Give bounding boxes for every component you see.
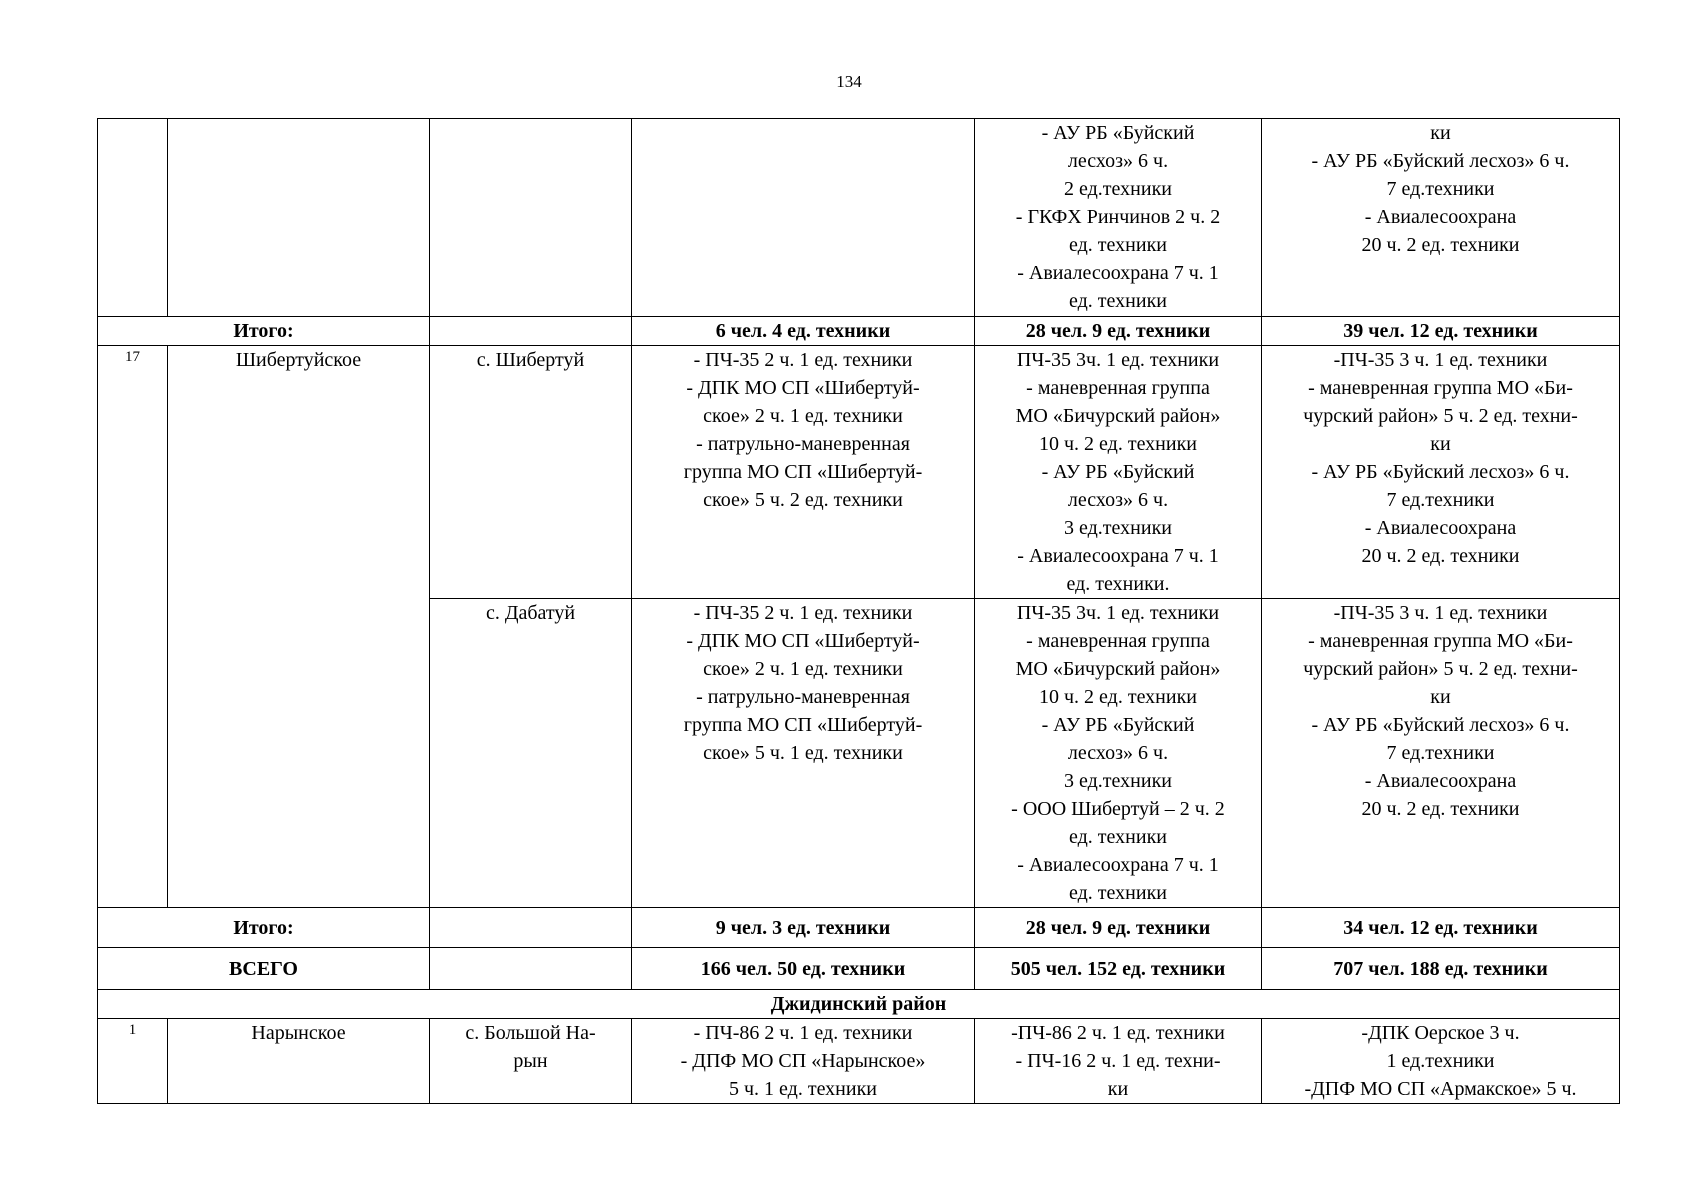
cell-settlement: Шибертуйское <box>168 346 430 908</box>
table-row-grand-total <box>98 948 1620 990</box>
total-level3: 39 чел. 12 ед. техники <box>1262 317 1620 346</box>
cell-forces-level1: - ПЧ-86 2 ч. 1 ед. техники - ДПФ МО СП «Нарынское» 5 ч. 1 ед. техники <box>632 1019 975 1104</box>
cell-num <box>98 119 168 317</box>
cell-forces-level2: ПЧ-35 3ч. 1 ед. техники - маневренная группа МО «Бичурский район» 10 ч. 2 ед. техники - АУ РБ «Буйский лесхоз» 6 ч. 3 ед.техники - ООО Шибертуй – 2 ч. 2 ед. техники - Авиалесоохрана 7 ч. 1 ед. техники <box>975 599 1262 908</box>
grand-total-level1: 166 чел. 50 ед. техники <box>632 948 975 990</box>
cell-num: 17 <box>98 346 168 908</box>
table-row-total <box>98 908 1620 948</box>
total-level2: 28 чел. 9 ед. техники <box>975 908 1262 948</box>
cell-forces-level3: -ДПК Оерское 3 ч. 1 ед.техники -ДПФ МО СП «Армакское» 5 ч. <box>1262 1019 1620 1104</box>
cell-village <box>430 317 632 346</box>
cell-forces-level1 <box>632 119 975 317</box>
total-level3: 34 чел. 12 ед. техники <box>1262 908 1620 948</box>
cell-forces-level2: -ПЧ-86 2 ч. 1 ед. техники - ПЧ-16 2 ч. 1 ед. техни- ки <box>975 1019 1262 1104</box>
table-row-total <box>98 317 1620 346</box>
cell-forces-level2: ПЧ-35 3ч. 1 ед. техники - маневренная группа МО «Бичурский район» 10 ч. 2 ед. техники - АУ РБ «Буйский лесхоз» 6 ч. 3 ед.техники - Авиалесоохрана 7 ч. 1 ед. техники. <box>975 346 1262 599</box>
total-label: Итого: <box>98 908 430 948</box>
cell-village: с. Большой На- рын <box>430 1019 632 1104</box>
grand-total-label: ВСЕГО <box>98 948 430 990</box>
cell-village <box>430 908 632 948</box>
cell-forces-level3: -ПЧ-35 3 ч. 1 ед. техники - маневренная группа МО «Би- чурский район» 5 ч. 2 ед. техни- ки - АУ РБ «Буйский лесхоз» 6 ч. 7 ед.техники - Авиалесоохрана 20 ч. 2 ед. техники <box>1262 599 1620 908</box>
table-row-district <box>98 990 1620 1019</box>
cell-forces-level1: - ПЧ-35 2 ч. 1 ед. техники - ДПК МО СП «Шибертуй- ское» 2 ч. 1 ед. техники - патрульно-маневренная группа МО СП «Шибертуй- ское» 5 ч. 2 ед. техники <box>632 346 975 599</box>
total-level1: 6 чел. 4 ед. техники <box>632 317 975 346</box>
cell-forces-level1: - ПЧ-35 2 ч. 1 ед. техники - ДПК МО СП «Шибертуй- ское» 2 ч. 1 ед. техники - патрульно-маневренная группа МО СП «Шибертуй- ское» 5 ч. 1 ед. техники <box>632 599 975 908</box>
cell-settlement <box>168 119 430 317</box>
cell-village: с. Дабатуй <box>430 599 632 908</box>
grand-total-level3: 707 чел. 188 ед. техники <box>1262 948 1620 990</box>
total-level2: 28 чел. 9 ед. техники <box>975 317 1262 346</box>
cell-village: с. Шибертуй <box>430 346 632 599</box>
cell-forces-level2: - АУ РБ «Буйский лесхоз» 6 ч. 2 ед.техники - ГКФХ Ринчинов 2 ч. 2 ед. техники - Авиалесоохрана 7 ч. 1 ед. техники <box>975 119 1262 317</box>
cell-settlement: Нарынское <box>168 1019 430 1104</box>
cell-village <box>430 119 632 317</box>
table-row-continuation <box>98 119 1620 317</box>
cell-num: 1 <box>98 1019 168 1104</box>
table-row <box>98 346 1620 599</box>
cell-village <box>430 948 632 990</box>
table-row <box>98 1019 1620 1104</box>
page-number: 134 <box>836 72 862 91</box>
grand-total-level2: 505 чел. 152 ед. техники <box>975 948 1262 990</box>
district-title: Джидинский район <box>98 990 1620 1019</box>
cell-forces-level3: -ПЧ-35 3 ч. 1 ед. техники - маневренная группа МО «Би- чурский район» 5 ч. 2 ед. техни- ки - АУ РБ «Буйский лесхоз» 6 ч. 7 ед.техники - Авиалесоохрана 20 ч. 2 ед. техники <box>1262 346 1620 599</box>
forces-table <box>97 118 1620 1104</box>
cell-forces-level3: ки - АУ РБ «Буйский лесхоз» 6 ч. 7 ед.техники - Авиалесоохрана 20 ч. 2 ед. техники <box>1262 119 1620 317</box>
total-label: Итого: <box>98 317 430 346</box>
total-level1: 9 чел. 3 ед. техники <box>632 908 975 948</box>
